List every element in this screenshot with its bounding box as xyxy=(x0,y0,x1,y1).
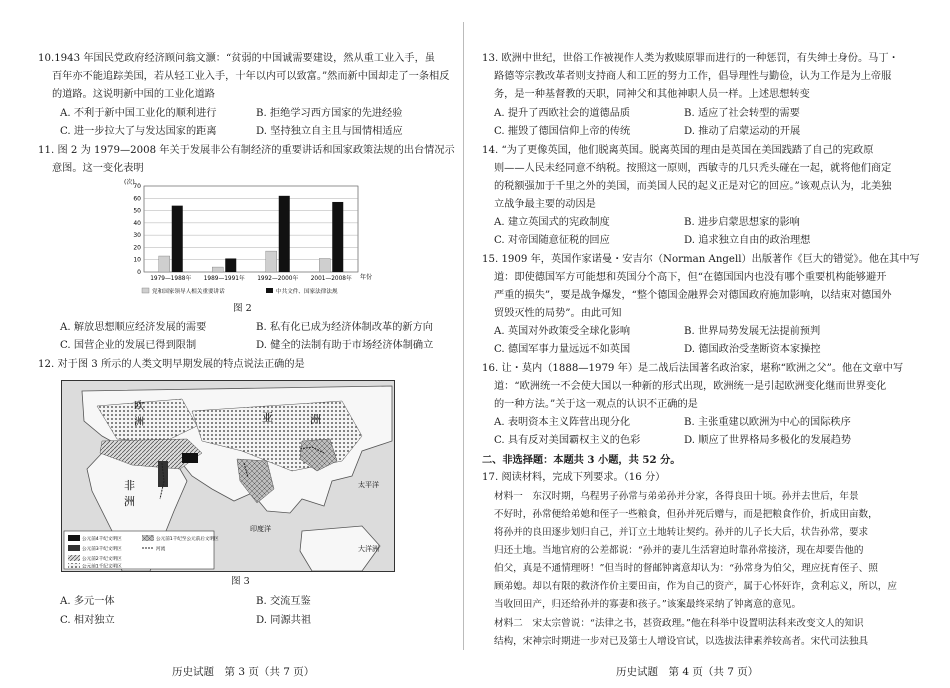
q14-stem-line3: 的税额强加于千里之外的美国，而美国人民的起义正是对它的回应。”该观点认为，北美独 xyxy=(494,181,892,192)
q11-option-c[interactable]: C. 国营企业的发展已得到限制 xyxy=(60,340,197,351)
q10-stem-line3: 的道路。这说明新中国的工业化道路 xyxy=(52,89,215,100)
map-label-fei: 非 xyxy=(124,479,135,492)
q13-stem-line3: 务，是一种基督教的天职，同神父和其他神职人员一样。上述思想转变 xyxy=(494,89,810,100)
y-tick-label: 40 xyxy=(133,219,141,227)
y-tick-label: 50 xyxy=(133,207,141,215)
q16-stem-line1: 16. 让・莫内（1888—1979 年）是二战后法国著名政治家，堪称“欧洲之父”。他在文章中写 xyxy=(482,363,904,374)
y-tick-label: 60 xyxy=(133,195,141,203)
q15-option-d[interactable]: D. 德国政治受垄断资本家操控 xyxy=(684,344,821,355)
q13-option-d[interactable]: D. 推动了启蒙运动的开展 xyxy=(684,126,801,137)
y-tick-label: 20 xyxy=(133,244,141,252)
x-tick-label: 1992—2000年 xyxy=(257,276,299,282)
q13-option-c[interactable]: C. 摧毁了德国信仰上帝的传统 xyxy=(494,126,631,137)
x-tick-label: 1979—1988年 xyxy=(150,276,192,282)
q14-option-a[interactable]: A. 建立英国式的宪政制度 xyxy=(494,217,610,228)
q13-stem-line2: 路德等宗教改革者则支持商人和工匠的努力工作，倡导理性与勤俭，认为工作是为上帝服 xyxy=(494,71,892,82)
bar-laws-2 xyxy=(279,196,290,272)
q13-option-a[interactable]: A. 提升了西欧社会的道德品质 xyxy=(494,108,631,119)
left-page-footer: 历史试题 第 3 页（共 7 页） xyxy=(172,666,315,678)
section-2-heading: 二、非选择题：本题共 3 小题，共 52 分。 xyxy=(482,454,681,466)
civilization-zone-mesopotamia xyxy=(182,453,198,463)
q10-option-a[interactable]: A. 不利于新中国工业化的顺利进行 xyxy=(60,108,217,119)
q17-material1-line1: 材料一 东汉时期，乌程男子孙常与弟弟孙并分家，各得良田十顷。孙并去世后，年景 xyxy=(494,491,859,502)
q10-stem-line2: 百年亦不能追踪美国，若从轻工业入手，十年以内可以致富。”然而新中国却走了一条相反 xyxy=(52,71,450,82)
q14-option-c[interactable]: C. 对帝国随意征税的回应 xyxy=(494,235,610,246)
map-label-indian-ocean: 印度洋 xyxy=(250,525,271,533)
q16-option-d[interactable]: D. 顺应了世界格局多极化的发展趋势 xyxy=(684,435,852,446)
map-label-zhou-as: 洲 xyxy=(310,413,321,426)
q17-material2-line2: 结构，宋神宗时期进一步对已及第士人增设官试，以选拔法律素养较高者。宋代司法独具 xyxy=(494,636,869,647)
bar-speech-1 xyxy=(212,267,223,272)
q12-option-b[interactable]: B. 交流互鉴 xyxy=(256,596,311,607)
bar-laws-0 xyxy=(172,206,183,272)
right-page-footer: 历史试题 第 4 页（共 7 页） xyxy=(616,666,759,678)
civilization-zone-egypt xyxy=(158,461,168,487)
bar-laws-3 xyxy=(332,202,343,272)
figure-2-caption: 图 2 xyxy=(233,303,252,314)
map-label-pacific: 太平洋 xyxy=(358,481,379,489)
svg-text:公元前2千纪文明区: 公元前2千纪文明区 xyxy=(82,557,122,562)
q16-stem-line3: 的一种方法。”关于这一观点的认识不正确的是 xyxy=(494,399,698,410)
q12-stem: 12. 对于图 3 所示的人类文明早期发展的特点说法正确的是 xyxy=(38,359,305,370)
svg-text:公元前4千纪文明区: 公元前4千纪文明区 xyxy=(82,537,122,542)
bar-laws-1 xyxy=(225,258,236,272)
legend-label-laws: 中共文件、国家法律法规 xyxy=(276,289,338,295)
q15-stem-line3: 严重的损失”，要是战争爆发，“整个德国金融界会对德国政府施加影响，以结束对德国外 xyxy=(494,290,892,301)
q15-option-a[interactable]: A. 英国对外政策受全球化影响 xyxy=(494,326,631,337)
q17-stem: 17. 阅读材料，完成下列要求。（16 分） xyxy=(482,472,666,483)
map-legend xyxy=(64,531,219,570)
early-civilization-map xyxy=(61,380,395,572)
policy-bar-chart xyxy=(118,176,378,298)
q14-option-d[interactable]: D. 追求独立自由的政治理想 xyxy=(684,235,811,246)
y-axis-unit: (次) xyxy=(124,179,135,186)
y-tick-label: 10 xyxy=(133,256,141,264)
chart-legend xyxy=(142,287,338,295)
q11-stem-line2: 意图。这一变化表明 xyxy=(52,163,144,174)
q16-option-c[interactable]: C. 具有反对美国霸权主义的色彩 xyxy=(494,435,641,446)
y-tick-label: 0 xyxy=(137,269,141,276)
q12-option-c[interactable]: C. 相对独立 xyxy=(60,615,115,626)
q11-option-b[interactable]: B. 私有化已成为经济体制改革的新方向 xyxy=(256,322,433,333)
q10-stem-line1: 10.1943 年国民党政府经济顾问翁文灏：“贫弱的中国诚需要建设，然从重工业入手，虽 xyxy=(38,53,435,64)
q15-option-c[interactable]: C. 德国军事力量远远不如英国 xyxy=(494,344,631,355)
q17-material2-line1: 材料二 宋太宗曾说：“法律之书，甚资政理。”他在科举中设置明法科来改变文人的知识 xyxy=(494,618,864,629)
q17-material1-line6: 顾弟媳。却以有限的救济作价主要田亩，作为自己的资产，属于心怀奸诈，贪利忘义，所以，应 xyxy=(494,581,897,592)
x-tick-label: 1989—1991年 xyxy=(203,276,245,282)
q10-option-d[interactable]: D. 坚持独立自主且与国情相适应 xyxy=(256,126,403,137)
q14-stem-line1: 14. “为了更像英国，他们脱离英国。脱离英国的理由是英国在美国践踏了自己的宪政原 xyxy=(482,145,874,156)
y-tick-label: 70 xyxy=(133,183,141,190)
svg-text:河流: 河流 xyxy=(156,547,166,552)
y-tick-label: 30 xyxy=(133,232,141,240)
q14-stem-line4: 立战争最主要的动因是 xyxy=(494,199,596,210)
q14-stem-line2: 则——人民未经同意不纳税。按照这一原则，西敏寺的几只秃头碰在一起，就将他们商定 xyxy=(494,163,892,174)
legend-swatch-laws xyxy=(266,288,273,293)
q15-stem-line4: 贸毁灭性的局势”。由此可知 xyxy=(494,308,622,319)
q13-option-b[interactable]: B. 适应了社会转型的需要 xyxy=(684,108,800,119)
x-tick-label: 2001—2008年 xyxy=(310,276,352,282)
q16-option-a[interactable]: A. 表明资本主义阵营出现分化 xyxy=(494,417,631,428)
q11-option-d[interactable]: D. 健全的法制有助于市场经济体制确立 xyxy=(256,340,434,351)
map-label-oceania: 大洋洲 xyxy=(358,545,379,553)
q17-material1-line7: 当收回田产，归还给孙并的寡妻和孩子。”该案最终采纳了钟离意的意见。 xyxy=(494,599,802,610)
map-label-zhou-af: 洲 xyxy=(124,495,135,508)
q10-option-c[interactable]: C. 进一步拉大了与发达国家的距离 xyxy=(60,126,217,137)
column-divider xyxy=(463,22,464,650)
q11-option-a[interactable]: A. 解放思想顺应经济发展的需要 xyxy=(60,322,207,333)
bar-speech-2 xyxy=(266,251,277,272)
q16-stem-line2: 道：“欧洲统一不会使大国以一种新的形式出现，欧洲统一是引起欧洲变化继而世界变化 xyxy=(494,381,887,392)
q17-material1-line3: 将孙并的良田逐步划归自己，并订立土地转让契约。孙并的儿子长大后，状告孙常，要求 xyxy=(494,527,869,538)
q17-material1-line4: 归还土地。当地官府的公差都说：“孙并的妻儿生活窘迫时靠孙常接济，现在却要告他的 xyxy=(494,545,864,556)
svg-text:公元前1千纪至公元前后文明区: 公元前1千纪至公元前后文明区 xyxy=(156,537,219,542)
map-label-zhou-eu: 洲 xyxy=(134,417,144,428)
bar-speech-0 xyxy=(159,256,170,272)
q17-material1-line5: 伯父，真是不通情理呀！”但当时的督邮钟离意却认为：“孙常身为伯父，理应抚育侄子、照 xyxy=(494,563,878,574)
svg-text:公元前3千纪文明区: 公元前3千纪文明区 xyxy=(82,547,122,552)
q12-option-a[interactable]: A. 多元一体 xyxy=(60,596,115,607)
q15-stem-line1: 15. 1909 年，英国作家诺曼・安吉尔（Norman Angell）出版著作《巨大的错觉》。他在其中写 xyxy=(482,254,920,265)
q15-stem-line2: 道：即使德国军方可能想和英国分个高下，但“在德国国内也没有哪个重要机构能够避开 xyxy=(494,272,887,283)
legend-label-speech: 党和国家领导人相关重要讲话 xyxy=(152,289,225,295)
q15-option-b[interactable]: B. 世界局势发展无法提前预判 xyxy=(684,326,821,337)
svg-text:公元前1千纪文明区: 公元前1千纪文明区 xyxy=(82,564,122,570)
q10-option-b[interactable]: B. 拒绝学习西方国家的先进经验 xyxy=(256,108,403,119)
map-label-ya: 亚 xyxy=(262,411,273,424)
q11-stem-line1: 11. 图 2 为 1979—2008 年关于发展非公有制经济的重要讲话和国家政策法规的出台情况示 xyxy=(38,145,455,156)
q14-option-b[interactable]: B. 进步启蒙思想家的影响 xyxy=(684,217,800,228)
q17-material1-line2: 不好时，孙常便给弟媳和侄子一些粮食，但孙并死后赠与，而是把粮食作价，折成田亩数， xyxy=(494,509,878,520)
x-axis-unit: 年份 xyxy=(360,274,373,281)
q13-stem-line1: 13. 欧洲中世纪，世俗工作被视作人类为救赎原罪而进行的一种惩罚，有失绅士身份。马丁・ xyxy=(482,53,899,64)
map-label-ou: 欧 xyxy=(134,401,144,412)
q12-option-d[interactable]: D. 同源共祖 xyxy=(256,615,312,626)
bar-speech-3 xyxy=(319,258,330,272)
legend-swatch-speech xyxy=(142,288,149,293)
q16-option-b[interactable]: B. 主张重建以欧洲为中心的国际秩序 xyxy=(684,417,851,428)
figure-3-caption: 图 3 xyxy=(231,576,250,587)
